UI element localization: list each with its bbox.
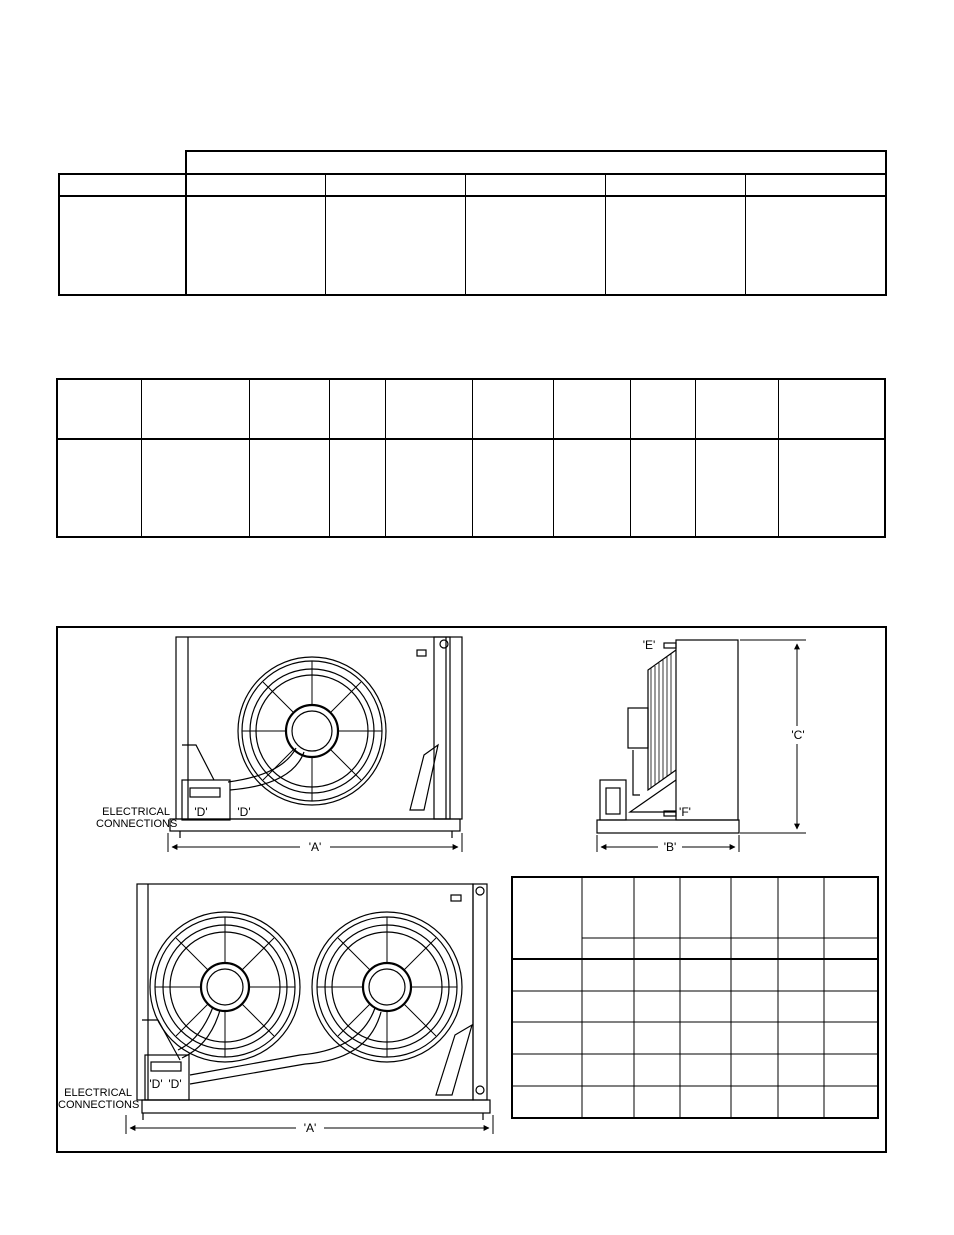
unit-casing-outline [137,884,473,1100]
label-line-2: CONNECTIONS [58,1099,140,1111]
dim-d-label: 'D' [168,1077,182,1091]
side-view [597,640,739,833]
dim-d-label: 'D' [194,805,208,819]
dim-d-label: 'D' [237,805,251,819]
dim-b-label: 'B' [663,840,677,854]
side-casing [676,640,738,820]
mounting-bolt-icon [476,887,484,895]
dim-d-label: 'D' [149,1077,163,1091]
dim-a-label: 'A' [308,840,322,854]
unit-base [170,819,460,831]
electrical-connections-label-double [58,1087,140,1111]
unit-base [142,1100,490,1113]
label-line-2: CONNECTIONS [96,818,178,830]
fan-motor-icon [201,963,249,1011]
mounting-bolt-icon [476,1086,484,1094]
side-base [597,820,739,833]
electrical-connections-label-single [96,806,178,830]
dimension-table [512,877,878,1118]
unit-casing-outline [176,637,462,819]
double-fan-front-view [137,884,490,1120]
dim-c-label: 'C' [785,729,811,741]
dim-f-label: 'F' [679,805,691,819]
dim-a-label: 'A' [303,1121,317,1135]
connection-e-icon [664,643,676,648]
mounting-bolt-icon [440,640,448,648]
label-line-1: ELECTRICAL [64,1087,132,1099]
label-line-1: ELECTRICAL [102,806,170,818]
side-motor [628,708,648,748]
fan-motor-icon [363,963,411,1011]
dim-e-label: 'E' [642,638,656,652]
